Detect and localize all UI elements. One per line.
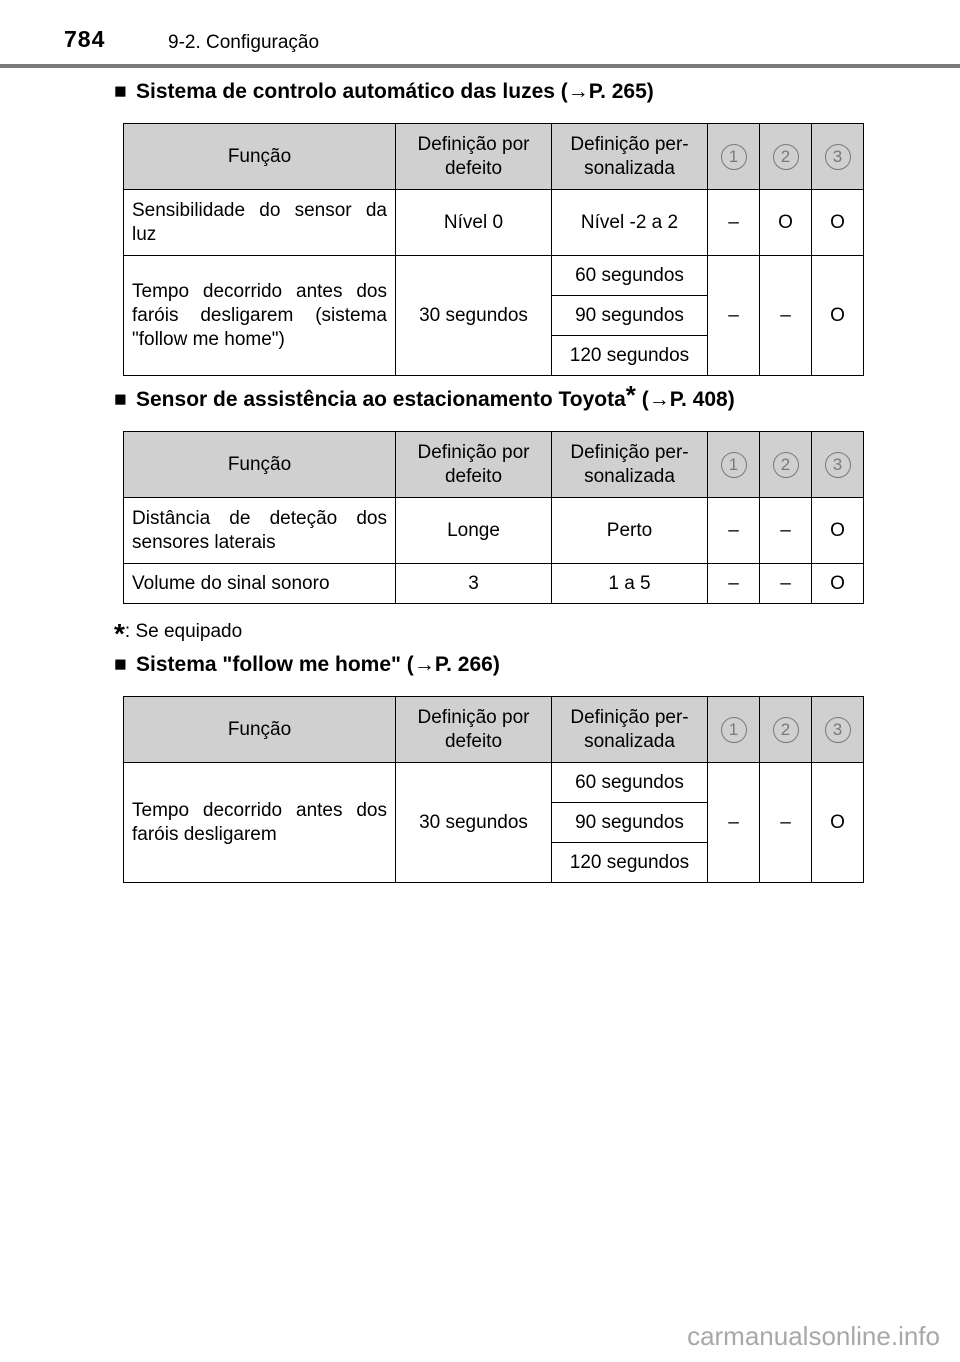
cell-col2: – bbox=[760, 763, 812, 883]
bullet-square-icon: ■ bbox=[114, 388, 127, 411]
cell-custom: Nível -2 a 2 bbox=[552, 190, 708, 256]
header-default: Definição por defeito bbox=[396, 432, 552, 498]
table-header-row bbox=[124, 432, 864, 498]
circled-1-icon: 1 bbox=[721, 717, 747, 743]
settings-table-parking-sensor bbox=[123, 431, 864, 604]
cell-col3: O bbox=[812, 564, 864, 604]
cell-custom-option: 90 segundos bbox=[552, 803, 708, 843]
asterisk-icon: * bbox=[114, 618, 125, 649]
cell-col3: O bbox=[812, 763, 864, 883]
circled-2-icon: 2 bbox=[773, 452, 799, 478]
cell-custom-option: 90 segundos bbox=[552, 296, 708, 336]
header-custom: Definição per-sonalizada bbox=[552, 124, 708, 190]
arrow-icon: → bbox=[567, 80, 589, 103]
heading-follow-me-home bbox=[114, 653, 500, 677]
arrow-icon: → bbox=[413, 653, 435, 676]
header-function: Função bbox=[124, 124, 396, 190]
settings-table-follow-me-home bbox=[123, 696, 864, 883]
asterisk-icon: * bbox=[625, 380, 636, 410]
page-reference: P. 408) bbox=[669, 388, 735, 411]
heading-parking-sensor bbox=[114, 380, 735, 412]
cell-custom: 1 a 5 bbox=[552, 564, 708, 604]
cell-col3: O bbox=[812, 190, 864, 256]
circled-2-icon: 2 bbox=[773, 144, 799, 170]
table-row bbox=[124, 256, 864, 296]
cell-default: Longe bbox=[396, 498, 552, 564]
cell-col3: O bbox=[812, 498, 864, 564]
bullet-square-icon: ■ bbox=[114, 80, 127, 103]
cell-col2: – bbox=[760, 564, 812, 604]
cell-col1: – bbox=[708, 498, 760, 564]
table-row bbox=[124, 564, 864, 604]
circled-3-icon: 3 bbox=[825, 717, 851, 743]
heading-auto-light-control bbox=[114, 80, 654, 104]
cell-default: Nível 0 bbox=[396, 190, 552, 256]
cell-function: Tempo decorrido antes dos faróis desligarem (sistema "follow me home") bbox=[124, 256, 396, 376]
page-reference: P. 265) bbox=[588, 80, 654, 103]
circled-3-icon: 3 bbox=[825, 452, 851, 478]
table-row bbox=[124, 498, 864, 564]
page-reference: P. 266) bbox=[434, 653, 500, 676]
header-rule bbox=[0, 64, 960, 68]
header-function: Função bbox=[124, 432, 396, 498]
heading-text: Sistema "follow me home" ( bbox=[136, 653, 414, 676]
heading-text: Sensor de assistência ao estacionamento Toyota bbox=[136, 388, 626, 411]
section-title: 9-2. Configuração bbox=[168, 32, 320, 53]
cell-custom-option: 120 segundos bbox=[552, 843, 708, 883]
cell-custom: Perto bbox=[552, 498, 708, 564]
cell-function: Distância de deteção dos sensores laterais bbox=[124, 498, 396, 564]
cell-col3: O bbox=[812, 256, 864, 376]
cell-default: 30 segundos bbox=[396, 763, 552, 883]
cell-col1: – bbox=[708, 190, 760, 256]
cell-col1: – bbox=[708, 763, 760, 883]
table-header-row bbox=[124, 124, 864, 190]
cell-function: Volume do sinal sonoro bbox=[124, 564, 396, 604]
circled-2-icon: 2 bbox=[773, 717, 799, 743]
footnote bbox=[114, 612, 243, 649]
header-default: Definição por defeito bbox=[396, 697, 552, 763]
header-custom: Definição per-sonalizada bbox=[552, 697, 708, 763]
cell-default: 3 bbox=[396, 564, 552, 604]
circled-1-icon: 1 bbox=[721, 144, 747, 170]
heading-text: Sistema de controlo automático das luzes ( bbox=[136, 80, 568, 103]
cell-custom-option: 60 segundos bbox=[552, 256, 708, 296]
cell-function: Sensibilidade do sensor da luz bbox=[124, 190, 396, 256]
bullet-square-icon: ■ bbox=[114, 653, 127, 676]
watermark: carmanualsonline.info bbox=[687, 1321, 940, 1351]
table-header-row bbox=[124, 697, 864, 763]
settings-table-auto-light bbox=[123, 123, 864, 376]
cell-col1: – bbox=[708, 564, 760, 604]
table-row bbox=[124, 190, 864, 256]
cell-function: Tempo decorrido antes dos faróis desligarem bbox=[124, 763, 396, 883]
cell-col2: – bbox=[760, 256, 812, 376]
footnote-text: : Se equipado bbox=[124, 621, 243, 642]
circled-3-icon: 3 bbox=[825, 144, 851, 170]
cell-custom-option: 120 segundos bbox=[552, 336, 708, 376]
cell-col1: – bbox=[708, 256, 760, 376]
cell-custom-option: 60 segundos bbox=[552, 763, 708, 803]
cell-col2: – bbox=[760, 498, 812, 564]
header-function: Função bbox=[124, 697, 396, 763]
circled-1-icon: 1 bbox=[721, 452, 747, 478]
heading-paren: ( bbox=[635, 388, 649, 411]
cell-default: 30 segundos bbox=[396, 256, 552, 376]
table-row bbox=[124, 763, 864, 803]
page-number: 784 bbox=[64, 26, 106, 52]
header-default: Definição por defeito bbox=[396, 124, 552, 190]
arrow-icon: → bbox=[648, 388, 670, 411]
header-custom: Definição per-sonalizada bbox=[552, 432, 708, 498]
cell-col2: O bbox=[760, 190, 812, 256]
